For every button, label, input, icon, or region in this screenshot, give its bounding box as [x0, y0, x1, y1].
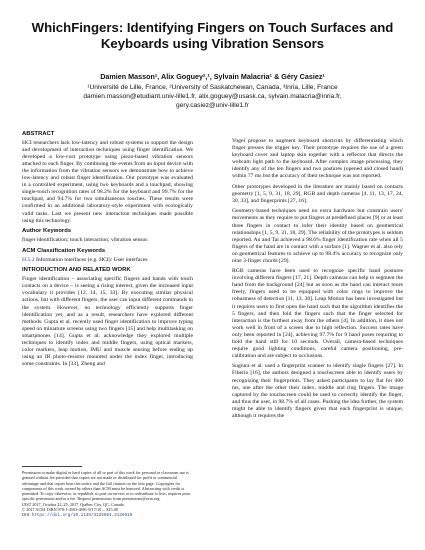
footnote-divider — [22, 466, 82, 467]
abstract-heading: ABSTRACT — [22, 131, 55, 137]
doi-link[interactable]: https://doi.org/10.1145/3126594.3126619 — [31, 513, 133, 519]
intro-heading: INTRODUCTION AND RELATED WORK — [22, 267, 131, 274]
venue-line: UIST 2017, October 22–25, 2017, Québec City, QC, Canada — [22, 501, 124, 507]
doi-label: DOI: — [22, 512, 32, 518]
paragraph-2: Other prototypes developed in the literature are mainly based on contacts geometry [1, 5, 9, 31, 18, 29], RGB and depth cameras [4, 11, 13, 17, 24, 30, 33], and fingerprints [27, 16]. — [232, 183, 403, 204]
copyright-line: © 2017 ACM. ISBN 978-1-4503-4981-9/17/10 ... $15.00 — [22, 507, 118, 513]
acm-ref-link[interactable]: H.5.2 — [22, 256, 35, 263]
acm-text: Information interfaces (e.g. HCI): User interfaces — [34, 256, 148, 263]
author-emails-2: gery.casiez@univ-lille1.fr — [176, 102, 249, 109]
author-emails-1: damien.masson@etudiant.univ-lille1.fr, alix.goguey@usask.ca, sylvain.malacria@inria.fr, — [83, 93, 342, 100]
left-column — [22, 128, 193, 371]
paragraph-4: RGB cameras have been used to recognize specific hand postures involving different fingers [17, 21]. Depth cameras can help to segment the hand from the background [24] but as soon as the hand can interact more freely, fingers need to be equipped with color rings to improve the robustness of detection [11, 13, 30]. Leap Motion has been investigated but it requires users to first open the hand such that the algorithm identifies the 5 fingers, and then fold the fingers such that the finger selected for interaction is the furthest away from the others [4]. In addition, it does not work well in front of a screen due to high reflection. Success rates have only been reported in [24], achieving 97.7% for 9 hand poses requiring to hold the hand still for 10 seconds. Overall, camera-based techniques require good lighting conditions, careful camera positioning, pre-calibration and are subject to occlusions. — [232, 268, 403, 359]
title-line-2: Keyboards using Vibration Sensors — [100, 36, 325, 51]
copyright-footnote — [22, 470, 193, 519]
affiliations: ¹Université de Lille, France, ²University of Saskatchewan, Canada, ³Inria, Lille, France — [87, 84, 338, 91]
title-line-1: WhichFingers: Identifying Fingers on Touch Surfaces and — [31, 20, 394, 35]
paragraph-1: Vogel propose to augment keyboard shortcuts by differentiating which finger presses the trigger key. Their prototype requires the use of a green keyboard cover and laptop skin together with a reflector that directs the webcam light path to the keyboard. After complex image processing, they identify any of the ten fingers and two postures (opened and closed hand) within 77 ms but the accuracy of their technique was not reported. — [232, 138, 403, 180]
paragraph-5: Sugiura et al. used a fingerprint scanner to identify single fingers [27]. In Fiberio [16], the authors designed a touchscreen able to identify users by recognizing their fingerprints. They asked participants to lay flat for 400 ms, one after the other their index, middle and ring fingers. The image captured by the touchscreen could be used to correctly identify the finger, and thus the user, in 98.7% of all cases. Pushing the idea further, the system might be able to identify fingers given that each fingerprint is unique, although it requires the — [232, 363, 403, 419]
right-column — [232, 138, 403, 423]
intro-text: Finger identification – associating specific fingers and hands with touch contacts on a device – is seeing a rising interest, given the increased input vocabulary it provides [12, 14, 15, 33]. By executing similar physical actions, but with different fingers, the user can input different commands to the system. However, no technology efficiently supports finger identification yet, and as a result, researchers have explored different methods. Gupta et al. recently used finger identification to improve typing speed on miniature screens using two fingers [15] and help multitasking on smartphones [14]. Gupta et al. acknowledge they explored multiple techniques to identify index and middle fingers, using optical markers, color markers, leap motion, IMU and muscle sensing before ending up using an IR photo-resistor mounted under the index finger, introducing some constraints. In [33], Zheng and — [22, 276, 193, 367]
keywords-text: finger identification; touch interaction; vibration sensor. — [22, 237, 149, 244]
doi-line — [22, 512, 193, 518]
acm-heading: ACM Classification Keywords — [22, 247, 106, 254]
acm-classification — [22, 257, 193, 264]
author-list: Damien Masson¹, Alix Goguey²,¹, Sylvain Malacria¹ & Géry Casiez¹ — [100, 72, 325, 81]
paragraph-3: Geometry-based techniques need no extra hardware but constrain users' movements as they require to put fingers at predefined places [9] or at least three fingers in contact to infer their identity based on geometrical relationships [1, 5, 9, 31, 18, 29]. The reliability of the prototypes is seldom reported. Au and Tai achieved a 98.6% finger identification rate when all 5 fingers of the hand are in contact with a surface [1]. Wagner et al. also rely on geometrical features to achieve up to 98.4% accuracy to recognize only nine 3-finger chords [29]. — [232, 208, 403, 264]
permission-text: Permission to make digital or hard copies of all or part of this work for personal or classroom use is granted without fee provided that copies are not made or distributed for profit or commercial advantage and that copies bear this notice and the full citation on the first page. Copyrights for components of this work owned by others than ACM must be honored. Abstracting with credit is permitted. To copy otherwise, or republish, to post on servers or to redistribute to lists, requires prior specific permission and/or a fee. Request permissions from permissions@acm.org. — [22, 470, 191, 502]
keywords-heading: Author Keywords — [22, 228, 72, 235]
paper-title — [20, 20, 405, 52]
abstract-text: HCI researchers lack low-latency and robust systems to support the design and development of interaction techniques using finger identification. We developed a low-cost prototype using piezo-based vibration sensors attached to each finger. By combining the events from an input device with the information from the vibration sensors we demonstrate how to achieve low-latency and robust finger identification. Our prototype was evaluated in a controlled experiment, using two keyboards and a touchpad, showing single-touch recognition rates of 98.2% for the keyboard and 99.7% for the touchpad, and 94.7% for two simultaneous touches. These results were confirmed in an additional laboratory-style experiment with ecologically valid tasks. Last we present new interaction techniques made possible using this technology. — [22, 140, 193, 224]
